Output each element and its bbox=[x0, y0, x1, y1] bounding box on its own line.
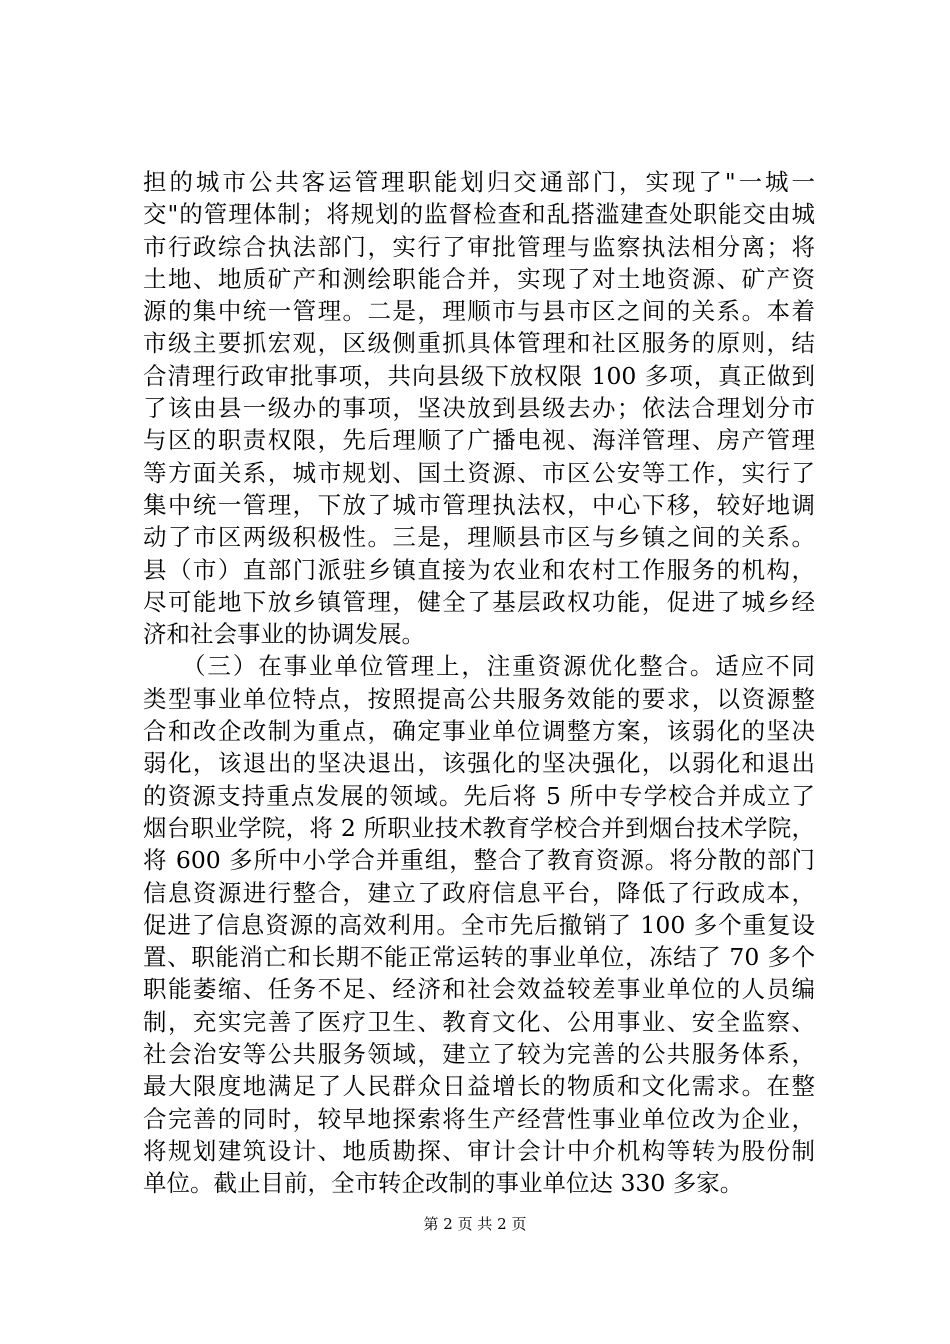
text-line: 最大限度地满足了人民群众日益增长的物质和文化需求。在整 bbox=[143, 1072, 815, 1101]
text-line: 县（市）直部门派驻乡镇直接为农业和农村工作服务的机构， bbox=[143, 555, 815, 584]
text-line: 源的集中统一管理。二是，理顺市与县市区之间的关系。本着 bbox=[143, 297, 815, 326]
text-line: 单位。截止目前，全市转企改制的事业单位达 330 多家。 bbox=[143, 1169, 744, 1198]
text-line: 交"的管理体制；将规划的监督检查和乱搭滥建查处职能交由城 bbox=[143, 200, 815, 229]
text-line: 尽可能地下放乡镇管理，健全了基层政权功能，促进了城乡经 bbox=[143, 587, 815, 616]
text-line: 合和改企改制为重点，确定事业单位调整方案，该弱化的坚决 bbox=[143, 717, 815, 746]
text-line: 烟台职业学院，将 2 所职业技术教育学校合并到烟台技术学院， bbox=[143, 813, 815, 842]
text-line: 类型事业单位特点，按照提高公共服务效能的要求，以资源整 bbox=[143, 684, 815, 713]
text-line: 济和社会事业的协调发展。 bbox=[143, 620, 425, 649]
text-line: 社会治安等公共服务领域，建立了较为完善的公共服务体系， bbox=[143, 1040, 815, 1069]
text-line: 市行政综合执法部门，实行了审批管理与监察执法相分离；将 bbox=[143, 232, 815, 261]
text-line: 将规划建筑设计、地质勘探、审计会计中介机构等转为股份制 bbox=[143, 1136, 815, 1165]
text-line: 土地、地质矿产和测绘职能合并，实现了对土地资源、矿产资 bbox=[143, 264, 815, 293]
text-line: 与区的职责权限，先后理顺了广播电视、海洋管理、房产管理 bbox=[143, 426, 815, 455]
text-line: 市级主要抓宏观，区级侧重抓具体管理和社区服务的原则，结 bbox=[143, 329, 815, 358]
text-line: 的资源支持重点发展的领域。先后将 5 所中专学校合并成立了 bbox=[143, 781, 815, 810]
text-line: 集中统一管理，下放了城市管理执法权，中心下移，较好地调 bbox=[143, 490, 815, 519]
text-line: 合清理行政审批事项，共向县级下放权限 100 多项，真正做到 bbox=[143, 361, 815, 390]
text-line: 置、职能消亡和长期不能正常运转的事业单位，冻结了 70 多个 bbox=[143, 943, 815, 972]
text-line: 担的城市公共客运管理职能划归交通部门，实现了"一城一 bbox=[143, 168, 815, 196]
text-line: 信息资源进行整合，建立了政府信息平台，降低了行政成本， bbox=[143, 878, 815, 907]
text-line: 职能萎缩、任务不足、经济和社会效益较差事业单位的人员编 bbox=[143, 975, 815, 1004]
text-line: 将 600 多所中小学合并重组，整合了教育资源。将分散的部门 bbox=[143, 846, 815, 875]
page-number-footer: 第 2 页 共 2 页 bbox=[423, 1215, 527, 1233]
text-line: 促进了信息资源的高效利用。全市先后撤销了 100 多个重复设 bbox=[143, 910, 815, 939]
text-line: 等方面关系，城市规划、国土资源、市区公安等工作，实行了 bbox=[143, 458, 815, 487]
text-line: 制，充实完善了医疗卫生、教育文化、公用事业、安全监察、 bbox=[143, 1007, 815, 1036]
text-line: 了该由县一级办的事项，坚决放到县级去办；依法合理划分市 bbox=[143, 394, 815, 423]
text-line: 合完善的同时，较早地探索将生产经营性事业单位改为企业， bbox=[143, 1104, 815, 1133]
text-line: （三）在事业单位管理上，注重资源优化整合。适应不同 bbox=[143, 652, 815, 681]
text-line: 动了市区两级积极性。三是，理顺县市区与乡镇之间的关系。 bbox=[143, 523, 815, 552]
document-body bbox=[143, 166, 815, 1200]
text-line: 弱化，该退出的坚决退出，该强化的坚决强化，以弱化和退出 bbox=[143, 749, 815, 778]
